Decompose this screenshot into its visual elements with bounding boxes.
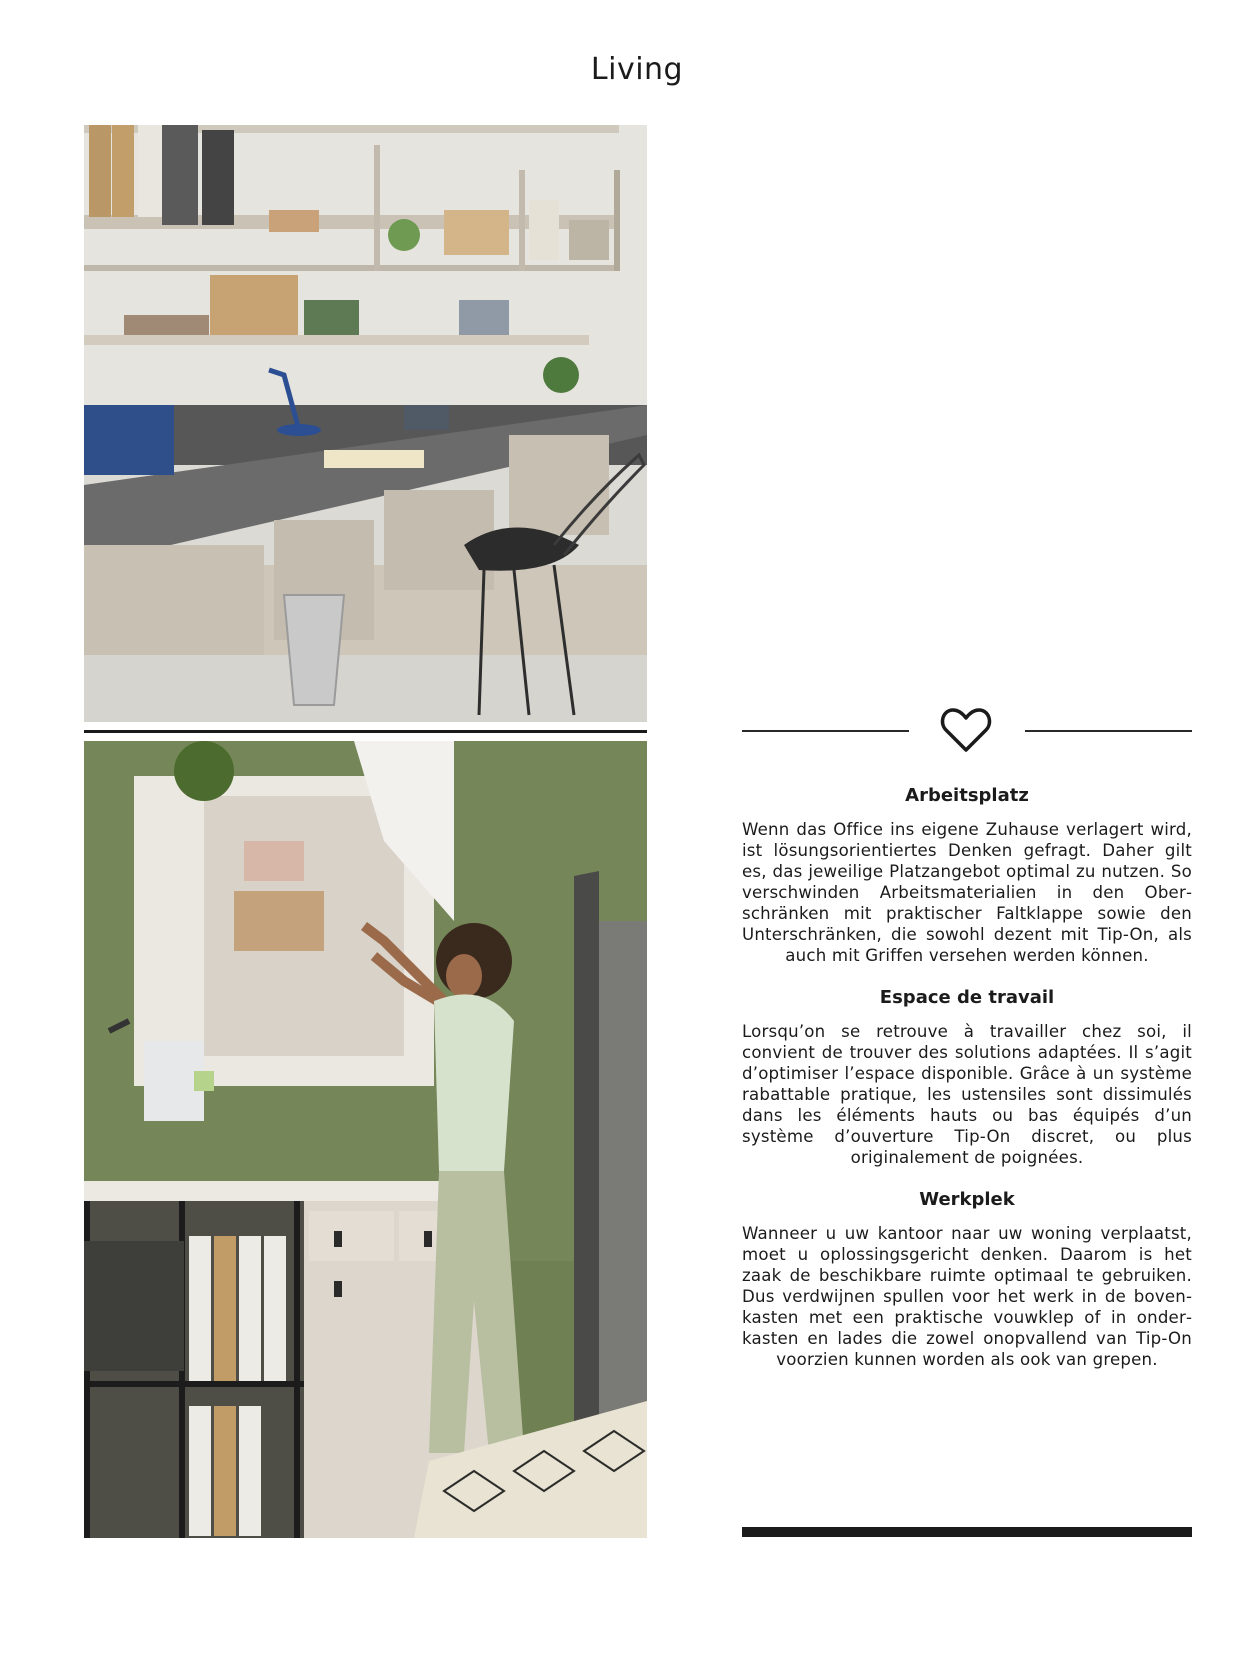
- woman-reaching-wall-cabinet-photo: [84, 741, 647, 1538]
- page-title: Living: [590, 52, 684, 87]
- section-body-werkplek: Wanneer u uw kantoor naar uw woning verplaatst, moet u oplossingsgericht denken. Daarom is het zaak de beschikbare ruimte optimaal te gebruiken. Dus verdwijnen spullen voor het werk in de bovenkasten met een praktische vouwklep of in onderkasten en lades die zowel onopvallend van Tip-On voorzien kunnen worden als ook van grepen.: [742, 1224, 1192, 1369]
- section-heading-espace-de-travail: Espace de travail: [879, 987, 1055, 1008]
- heart-icon: [940, 706, 992, 754]
- divider-line-right: [1025, 730, 1192, 732]
- text-column: [742, 784, 1192, 1390]
- divider-line-left: [742, 730, 909, 732]
- section-body-arbeitsplatz: Wenn das Office ins eigene Zuhause verlagert wird, ist lösungsorientiertes Denken gefragt. Daher gilt es, das jeweilige Platzangebot optimal zu nutzen. So verschwinden Arbeitsmaterialien in den Oberschränken mit praktischer Faltklappe sowie den Unterschränken, die sowohl dezent mit Tip-On, als auch mit Griffen versehen werden können.: [742, 820, 1192, 965]
- section-body-espace-de-travail: Lorsqu’on se retrouve à travailler chez soi, il convient de trouver des solutions adaptées. Il s’agit d’optimiser l’espace disponible. Grâce à un système rabattable pratique, les ustensiles sont dissimulés dans les éléments hauts ou bas équipés d’un système d’ouverture Tip-On discret, ou plus originalement de poignées.: [742, 1022, 1192, 1167]
- bottom-bar: [742, 1527, 1192, 1537]
- section-heading-werkplek: Werkplek: [919, 1189, 1015, 1210]
- section-heading-arbeitsplatz: Arbeitsplatz: [905, 785, 1029, 806]
- photo-divider: [84, 730, 647, 733]
- office-desk-shelves-photo: [84, 125, 647, 722]
